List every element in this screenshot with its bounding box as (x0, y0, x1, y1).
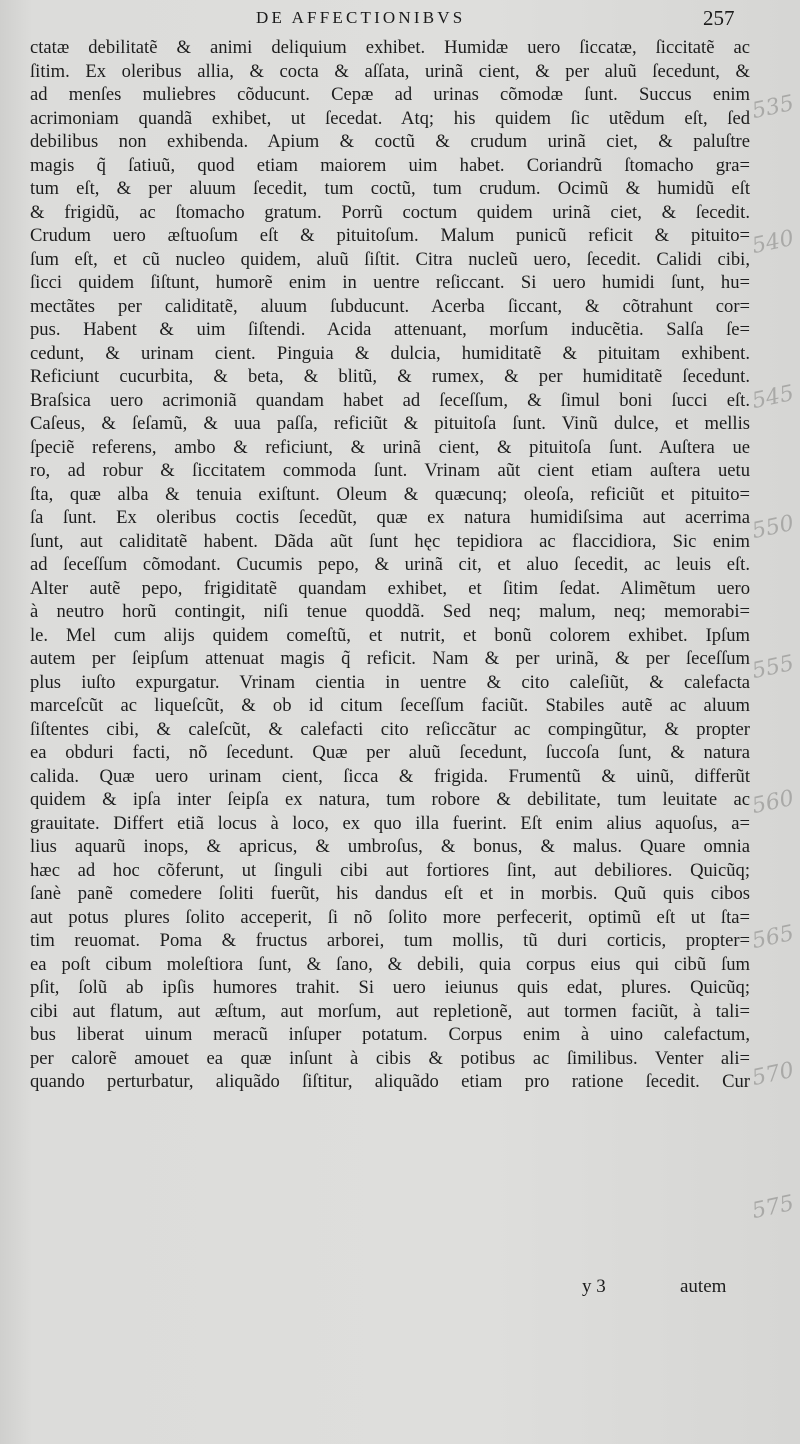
text-line: Crudum uero æſtuoſum eſt & pituitoſum. Malum punicũ reficit & pituito= (30, 225, 750, 246)
text-line: plus iuſto expurgatur. Vrinam cientia in uentre & cito caleſiũt, & calefacta (30, 671, 750, 693)
text-line: pus. Habent & uim ſiſtendi. Acida attenuant, morſum inducẽtia. Salſa ſe= (30, 319, 750, 340)
text-line: bus liberat uinum meracũ inſuper potatum. Corpus enim à uino calefactum, (30, 1024, 750, 1045)
text-line: quando perturbatur, aliquãdo ſiſtitur, aliquãdo etiam pro ratione ſecedit. Cur (30, 1071, 750, 1092)
margin-line-number: 540 (749, 225, 797, 260)
signature-mark: y 3 (582, 1276, 606, 1297)
text-line: lius aquarũ inops, & apricus, & umbroſus, & bonus, & malus. Quare omnia (30, 836, 750, 857)
text-line: ad ſeceſſum cõmodant. Cucumis pepo, & urinã cit, et aluo ſecedit, ac leuis eſt. (30, 554, 750, 575)
text-line: Caſeus, & ſeſamũ, & uua paſſa, reficiũt & pituitoſa ſunt. Vinũ dulce, et mellis (30, 413, 750, 434)
text-line: & frigidũ, ac ſtomacho gratum. Porrũ coctum quidem urinã ciet, & ſecedit. (30, 201, 750, 223)
text-line: à neutro horũ contingit, niſi tenue quoddã. Sed neq; malum, neq; memorabi= (30, 601, 750, 622)
text-line: ea obduri facti, nõ ſecedunt. Quæ per aluũ ſecedunt, ſuccoſa ſunt, & natura (30, 742, 750, 763)
text-line: cibi aut flatum, aut æſtum, aut morſum, aut repletionẽ, aut tormen faciũt, à tali= (30, 1000, 750, 1022)
text-line: debilibus non exhibenda. Apium & coctũ & crudum urinã ciet, & paluſtre (30, 131, 750, 152)
text-line: le. Mel cum alijs quidem comeſtũ, et nutrit, et bonũ colorem exhibet. Ipſum (30, 624, 750, 646)
text-line: pſit, ſolũ ab ipſis humores trahit. Si uero ieiunus quis edat, plures. Quicũq; (30, 977, 750, 998)
text-line: Braſsica uero acrimoniã quandam habet ad ſeceſſum, & ſimul boni ſucci eſt. (30, 389, 750, 411)
text-line: ea poſt cibum moleſtiora ſunt, & ſano, & debili, quia corpus eius qui cibũ ſum (30, 953, 750, 975)
page-footer (0, 1276, 800, 1302)
text-line: tum eſt, & per aluum ſecedit, tum coctũ, tum crudum. Ocimũ & humidũ eſt (30, 178, 750, 199)
text-line: cedunt, & urinam cient. Pinguia & dulcia, humiditatẽ & pituitam exhibent. (30, 342, 750, 364)
margin-line-number: 575 (749, 1190, 797, 1225)
margin-line-number: 535 (749, 90, 797, 125)
text-line: ſa ſunt. Ex oleribus coctis ſecedũt, quæ ex natura humidiſsima aut acerrima (30, 507, 750, 528)
text-line: acrimoniam quandã exhibet, ut ſecedat. Atq; his quidem ſic utẽdum eſt, ſed (30, 107, 750, 129)
body-text (30, 36, 750, 1094)
text-line: magis q̃ ſatiuũ, quod etiam maiorem uim habet. Coriandrũ ſtomacho gra= (30, 154, 750, 176)
text-line: ſta, quæ alba & tenuia exiſtunt. Oleum & quæcunq; oleoſa, reficiũt et pituito= (30, 483, 750, 505)
catchword: autem (680, 1276, 727, 1297)
text-line: Alter autẽ pepo, frigiditatẽ quandam exhibet, et ſitim ſedat. Alimẽtum uero (30, 577, 750, 599)
running-head: DE AFFECTIONIBVS (256, 8, 466, 27)
text-line: mectãtes per caliditatẽ, aluum ſubducunt. Acerba ſiccant, & cõtrahunt cor= (30, 295, 750, 317)
margin-line-number: 560 (749, 785, 797, 820)
text-line: ſiſtentes cibi, & caleſcũt, & calefacti cito reſiccãtur ac compingũtur, & propter (30, 718, 750, 740)
margin-line-number: 550 (749, 510, 797, 545)
text-line: tim reuomat. Poma & fructus arborei, tum mollis, tũ duri corticis, propter= (30, 930, 750, 951)
text-line: per calorẽ amouet ea quæ inſunt à cibis & potibus ac ſimilibus. Venter ali= (30, 1047, 750, 1069)
page-number: 257 (703, 6, 735, 30)
text-line: calida. Quæ uero urinam cient, ſicca & frigida. Frumentũ & uinũ, differũt (30, 765, 750, 787)
margin-line-number: 570 (749, 1057, 797, 1092)
margin-line-numbers (748, 0, 800, 1444)
text-line: hæc ad hoc cõferunt, ut ſinguli cibi aut fortiores ſint, aut debiliores. Quicũq; (30, 859, 750, 881)
text-line: quidem & ipſa inter ſeipſa ex natura, tum robore & debilitate, tum leuitate ac (30, 789, 750, 810)
text-line: ctatæ debilitatẽ & animi deliquium exhibet. Humidæ uero ſiccatæ, ſiccitatẽ ac (30, 37, 750, 58)
margin-line-number: 545 (749, 380, 797, 415)
margin-line-number: 565 (749, 920, 797, 955)
text-line: ſitim. Ex oleribus allia, & cocta & aſſata, urinã cient, & per aluũ ſecedunt, & (30, 60, 750, 82)
text-line: aut potus plures ſolito acceperit, ſi nõ ſolito more perfecerit, optimũ eſt ut ſta= (30, 906, 750, 928)
margin-line-number: 555 (749, 650, 797, 685)
text-line: grauitate. Differt etiã locus à loco, ex quo illa fuerint. Eſt enim alius aquoſus, a= (30, 812, 750, 834)
text-line: ſunt, aut caliditatẽ habent. Dãda aũt ſunt hęc tepidiora ac flaccidiora, Sic enim (30, 530, 750, 552)
text-line: ro, ad robur & ſiccitatem commoda ſunt. Vrinam aũt cient etiam auſtera uetu (30, 460, 750, 481)
text-line: ad menſes muliebres cõducunt. Cepæ ad urinas cõmodæ ſunt. Succus enim (30, 84, 750, 105)
text-line: autem per ſeipſum attenuat magis q̃ reficit. Nam & per urinã, & per ſeceſſum (30, 648, 750, 669)
page-header (0, 6, 800, 32)
text-line: Reficiunt cucurbita, & beta, & blitũ, & rumex, & per humiditatẽ ſecedunt. (30, 366, 750, 387)
text-line: ſicci quidem ſiſtunt, humorẽ enim in uentre reſiccant. Si uero humidi ſunt, hu= (30, 272, 750, 293)
text-line: ſpeciẽ referens, ambo & reficiunt, & urinã cient, & pituitoſa ſunt. Auſtera ue (30, 436, 750, 458)
text-line: ſanè panẽ comedere ſoliti fuerũt, his dandus eſt et in morbis. Quũ quis cibos (30, 883, 750, 904)
text-line: marceſcũt ac liqueſcũt, & ob id citum ſeceſſum faciũt. Stabiles autẽ ac aluum (30, 695, 750, 716)
text-line: ſum eſt, et cũ nucleo quidem, aluũ ſiſtit. Citra nucleũ uero, ſecedit. Calidi cibi, (30, 248, 750, 270)
